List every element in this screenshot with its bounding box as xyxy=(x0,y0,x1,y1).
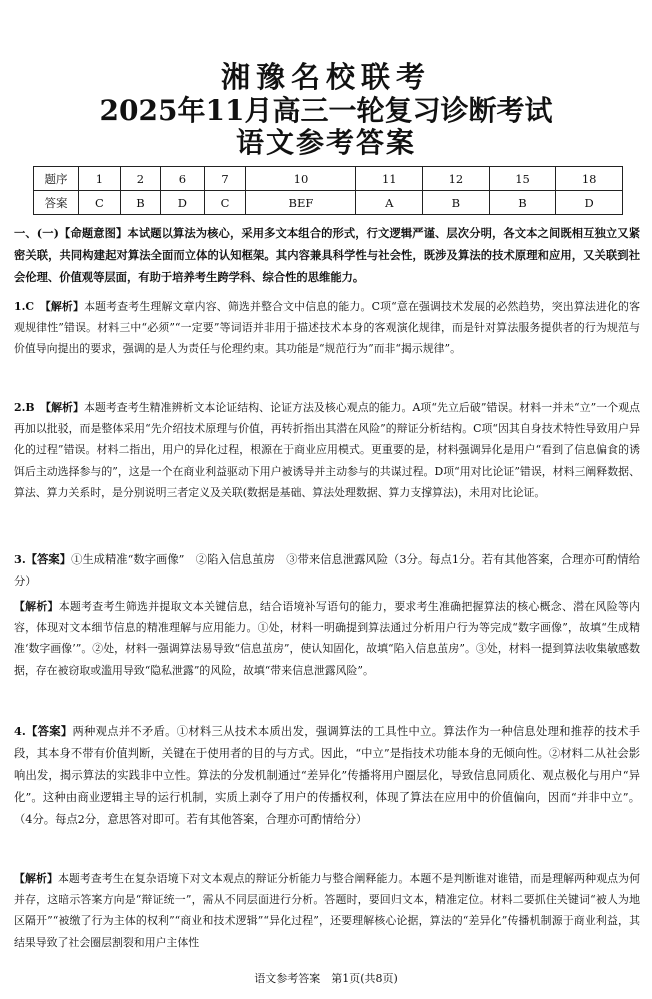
q2-paragraph xyxy=(14,397,640,503)
answer-cell: A xyxy=(356,191,423,215)
q3-analysis-prefix: 【解析】 xyxy=(14,600,59,613)
q2-prefix: 2.B 【解析】 xyxy=(14,401,84,414)
question-number-cell: 7 xyxy=(204,167,246,191)
q4-analysis-prefix: 【解析】 xyxy=(14,872,58,885)
question-number-cell: 10 xyxy=(246,167,356,191)
answer-cell: D xyxy=(161,191,205,215)
q3-answer-prefix: 3.【答案】 xyxy=(14,552,72,566)
q3-answer-paragraph xyxy=(14,548,640,593)
question-number-cell: 11 xyxy=(356,167,423,191)
question-number-cell: 18 xyxy=(556,167,623,191)
question-number-cell: 12 xyxy=(423,167,490,191)
q1-text: 本题考查考生理解文章内容、筛选并整合文中信息的能力。C项“意在强调技术发展的必然趋势，突出算法进化的客观规律性”错误。材料三中“必须”“一定要”等词语并非用于描述技术本身的客观演化规律，而是针对算法服务提供者的行为规范与价值导向提出的要求，强调的是人为责任与伦理约束。其功能是“规范行为”而非“揭示规律”。 xyxy=(14,300,641,356)
question-number-cell: 1 xyxy=(79,167,121,191)
answer-cell: B xyxy=(120,191,160,215)
question-number-label: 题序 xyxy=(34,167,79,191)
q3-analysis-paragraph xyxy=(14,596,640,681)
answer-cell: D xyxy=(556,191,623,215)
exam-title: 2025年11月高三一轮复习诊断考试 xyxy=(99,94,553,127)
q3-analysis-text: 本题考查考生筛选并提取文本关键信息，结合语境补写语句的能力，要求考生准确把握算法的核心概念、潜在风险等内容，体现对文本细节信息的精准理解与应用能力。①处，材料一明确提到算法通过分析用户行为等完成“数字画像”，故填“生成精准‘数字画像’”。②处，材料一强调算法易导致“信息茧房”，使认知固化，故填“陷入信息茧房”。③处，材料一提到算法收集敏感数据，存在被窃取或滥用导致“隐私泄露”的风险，故填“带来信息泄露风险”。 xyxy=(14,600,640,677)
q1-paragraph xyxy=(14,296,640,360)
question-number-cell: 6 xyxy=(161,167,205,191)
intro-text: 本试题以算法为核心，采用多文本组合的形式，行文逻辑严谨、层次分明，各文本之间既相互独立又紧密关联，共同构建起对算法全面而立体的认知框架。其内容兼具科学性与社会性，既涉及算法的技术原理和应用，又关联到社会伦理、价值观等层面，有助于培养考生跨学科、综合性的思维能力。 xyxy=(14,226,640,285)
q2-text: 本题考查考生精准辨析文本论证结构、论证方法及核心观点的能力。A项“先立后破”错误。材料一并未“立”一个观点再加以批驳，而是整体采用“先介绍技术原理与价值，再转折指出其潜在风险”的辩证分析结构。C项“因其自身技术特性导致用户异化的过程”错误。材料二指出，用户的异化过程，根源在于商业应用模式。更重要的是，材料强调异化是用户“看到了信息偏食的诱饵后主动选择参与的”，这是一个在商业利益驱动下用户被诱导并主动参与的共谋过程。D项“用对比论证”错误，材料三阐释数据、算法、算力关系时，是分别说明三者定义及关联(数据是基础、算法处理数据、算力支撑算法)，未用对比论证。 xyxy=(14,401,641,499)
answer-table xyxy=(33,166,623,215)
answer-cell: BEF xyxy=(246,191,356,215)
q4-answer-prefix: 4.【答案】 xyxy=(14,724,73,738)
answer-row xyxy=(34,191,623,215)
answer-label: 答案 xyxy=(34,191,79,215)
question-number-cell: 2 xyxy=(120,167,160,191)
answer-cell: C xyxy=(79,191,121,215)
question-number-cell: 15 xyxy=(489,167,556,191)
question-number-row xyxy=(34,167,623,191)
intro-paragraph xyxy=(14,222,640,289)
intro-prefix: 一、(一)【命题意图】 xyxy=(14,226,128,240)
q4-answer-paragraph xyxy=(14,720,640,831)
q3-answer-text: ①生成精准“数字画像” ②陷入信息茧房 ③带来信息泄露风险（3分。每点1分。若有其他答案，合理亦可酌情给分） xyxy=(14,553,640,588)
q4-analysis-text: 本题考查考生在复杂语境下对文本观点的辩证分析能力与整合阐释能力。本题不是判断谁对谁错，而是理解两种观点为何并存，这暗示答案方向是“辩证统一”，需从不同层面进行分析。答题时，要回归文本，精准定位。材料二要抓住关键词“被人为地区隔开”“被缴了行为主体的权利”“商业和技术逻辑”“异化过程”，还要理解核心论据，算法的“差异化”传播机制源于商业利益，其结果导致了社会圈层割裂和用户主体性 xyxy=(14,872,640,949)
answer-cell: C xyxy=(204,191,246,215)
q4-answer-text: 两种观点并不矛盾。①材料三从技术本质出发，强调算法的工具性中立。算法作为一种信息处理和推荐的技术手段，其本身不带有价值判断，关键在于使用者的目的与方式。因此，“中立”是指技术功能本身的无倾向性。②材料二从社会影响出发，揭示算法的实践非中立性。算法的分发机制通过“差异化”传播将用户圈层化，导致信息同质化、观点极化与用户“异化”。这种由商业逻辑主导的运行机制，实质上剥夺了用户的传播权利，体现了算法在应用中的价值偏向，因而“并非中立”。（4分。每点2分，意思答对即可。若有其他答案，合理亦可酌情给分） xyxy=(14,725,641,826)
page-footer: 语文参考答案 第1页(共8页) xyxy=(254,972,398,985)
q4-analysis-paragraph xyxy=(14,868,640,953)
answer-key-title: 语文参考答案 xyxy=(235,126,416,159)
answer-cell: B xyxy=(489,191,556,215)
q1-prefix: 1.C 【解析】 xyxy=(14,300,85,313)
school-alliance-title: 湘豫名校联考 xyxy=(220,60,431,94)
answer-cell: B xyxy=(423,191,490,215)
